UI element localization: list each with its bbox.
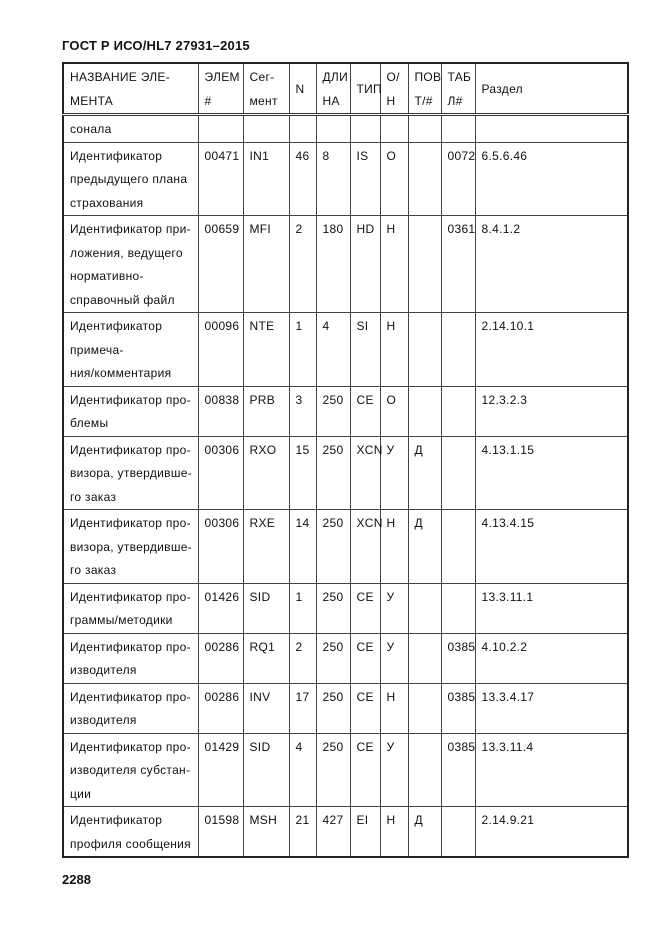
cell-optionality: У bbox=[380, 733, 408, 807]
cell-repeat bbox=[408, 633, 441, 683]
table-row bbox=[63, 142, 628, 216]
cell-repeat bbox=[408, 583, 441, 633]
cell-repeat bbox=[408, 733, 441, 807]
cell-segment: PRB bbox=[243, 386, 289, 436]
page-number: 2288 bbox=[62, 872, 91, 887]
cell-section bbox=[475, 115, 628, 143]
cell-element-number: 01426 bbox=[198, 583, 243, 633]
cell-element-number: 00286 bbox=[198, 633, 243, 683]
cell-table-number: 0385 bbox=[441, 633, 475, 683]
cell-length: 250 bbox=[316, 683, 350, 733]
cell-length: 250 bbox=[316, 386, 350, 436]
cell-optionality: Н bbox=[380, 216, 408, 313]
cell-section: 6.5.6.46 bbox=[475, 142, 628, 216]
column-header-table-number: ТАБ Л# bbox=[441, 63, 475, 115]
cell-type: CE bbox=[350, 683, 380, 733]
cell-element-name: Идентификатор про- блемы bbox=[63, 386, 198, 436]
table-row bbox=[63, 216, 628, 313]
cell-segment: RXE bbox=[243, 510, 289, 584]
cell-element-number: 00659 bbox=[198, 216, 243, 313]
cell-element-name: Идентификатор про- граммы/методики bbox=[63, 583, 198, 633]
cell-element-name: Идентификатор примеча- ния/комментария bbox=[63, 313, 198, 387]
cell-n: 1 bbox=[289, 583, 316, 633]
cell-table-number bbox=[441, 807, 475, 858]
cell-type: EI bbox=[350, 807, 380, 858]
cell-length: 180 bbox=[316, 216, 350, 313]
cell-type: SI bbox=[350, 313, 380, 387]
column-header-optionality: О/Н bbox=[380, 63, 408, 115]
cell-table-number bbox=[441, 510, 475, 584]
cell-n: 21 bbox=[289, 807, 316, 858]
cell-n: 46 bbox=[289, 142, 316, 216]
cell-length: 250 bbox=[316, 733, 350, 807]
cell-optionality: У bbox=[380, 633, 408, 683]
cell-element-name: Идентификатор профиля сообщения bbox=[63, 807, 198, 858]
column-header-n: N bbox=[289, 63, 316, 115]
cell-optionality bbox=[380, 115, 408, 143]
cell-table-number: 0361 bbox=[441, 216, 475, 313]
cell-n: 15 bbox=[289, 436, 316, 510]
cell-repeat bbox=[408, 386, 441, 436]
cell-table-number bbox=[441, 386, 475, 436]
cell-section: 12.3.2.3 bbox=[475, 386, 628, 436]
cell-type: HD bbox=[350, 216, 380, 313]
cell-table-number bbox=[441, 313, 475, 387]
column-header-length: ДЛИ НА bbox=[316, 63, 350, 115]
column-header-element-name: НАЗВАНИЕ ЭЛЕ- МЕНТА bbox=[63, 63, 198, 115]
cell-segment: IN1 bbox=[243, 142, 289, 216]
cell-n bbox=[289, 115, 316, 143]
table-row bbox=[63, 386, 628, 436]
cell-n: 17 bbox=[289, 683, 316, 733]
cell-length: 4 bbox=[316, 313, 350, 387]
cell-element-number: 01429 bbox=[198, 733, 243, 807]
column-header-repeat: ПОВ Т/# bbox=[408, 63, 441, 115]
cell-table-number: 0072 bbox=[441, 142, 475, 216]
table-header-row bbox=[63, 63, 628, 115]
cell-optionality: Н bbox=[380, 313, 408, 387]
cell-section: 4.10.2.2 bbox=[475, 633, 628, 683]
cell-type: XCN bbox=[350, 510, 380, 584]
cell-n: 2 bbox=[289, 633, 316, 683]
cell-type: IS bbox=[350, 142, 380, 216]
cell-element-name: Идентификатор про- визора, утвердивше- го заказ bbox=[63, 436, 198, 510]
cell-repeat bbox=[408, 115, 441, 143]
cell-type: XCN bbox=[350, 436, 380, 510]
cell-element-name: Идентификатор предыдущего плана страхования bbox=[63, 142, 198, 216]
cell-optionality: У bbox=[380, 583, 408, 633]
cell-table-number bbox=[441, 583, 475, 633]
cell-section: 4.13.1.15 bbox=[475, 436, 628, 510]
cell-element-name: Идентификатор про- изводителя bbox=[63, 683, 198, 733]
cell-optionality: У bbox=[380, 436, 408, 510]
cell-length: 250 bbox=[316, 633, 350, 683]
cell-optionality: О bbox=[380, 142, 408, 216]
table-row bbox=[63, 807, 628, 858]
cell-repeat: Д bbox=[408, 510, 441, 584]
cell-type bbox=[350, 115, 380, 143]
table-row bbox=[63, 313, 628, 387]
cell-length: 427 bbox=[316, 807, 350, 858]
column-header-segment: Сег- мент bbox=[243, 63, 289, 115]
cell-section: 8.4.1.2 bbox=[475, 216, 628, 313]
cell-table-number: 0385 bbox=[441, 733, 475, 807]
cell-section: 13.3.11.4 bbox=[475, 733, 628, 807]
cell-element-name: Идентификатор про- изводителя bbox=[63, 633, 198, 683]
cell-element-number: 00471 bbox=[198, 142, 243, 216]
cell-section: 13.3.4.17 bbox=[475, 683, 628, 733]
cell-section: 2.14.10.1 bbox=[475, 313, 628, 387]
cell-n: 14 bbox=[289, 510, 316, 584]
cell-optionality: Н bbox=[380, 510, 408, 584]
cell-table-number bbox=[441, 436, 475, 510]
cell-section: 4.13.4.15 bbox=[475, 510, 628, 584]
cell-repeat bbox=[408, 216, 441, 313]
cell-element-number bbox=[198, 115, 243, 143]
table-row bbox=[63, 436, 628, 510]
document-header: ГОСТ Р ИСО/HL7 27931–2015 bbox=[62, 38, 250, 53]
cell-repeat bbox=[408, 142, 441, 216]
cell-type: CE bbox=[350, 386, 380, 436]
cell-optionality: Н bbox=[380, 683, 408, 733]
cell-table-number bbox=[441, 115, 475, 143]
table-row bbox=[63, 633, 628, 683]
cell-segment: SID bbox=[243, 733, 289, 807]
cell-length: 250 bbox=[316, 436, 350, 510]
cell-repeat bbox=[408, 683, 441, 733]
cell-optionality: Н bbox=[380, 807, 408, 858]
cell-segment: RXO bbox=[243, 436, 289, 510]
cell-section: 2.14.9.21 bbox=[475, 807, 628, 858]
cell-element-number: 01598 bbox=[198, 807, 243, 858]
cell-element-name: Идентификатор про- изводителя субстан- ции bbox=[63, 733, 198, 807]
cell-type: CE bbox=[350, 733, 380, 807]
cell-section: 13.3.11.1 bbox=[475, 583, 628, 633]
cell-length bbox=[316, 115, 350, 143]
cell-element-name: Идентификатор при- ложения, ведущего нормативно- справочный файл bbox=[63, 216, 198, 313]
cell-segment: NTE bbox=[243, 313, 289, 387]
cell-element-number: 00306 bbox=[198, 436, 243, 510]
cell-length: 250 bbox=[316, 583, 350, 633]
cell-element-number: 00306 bbox=[198, 510, 243, 584]
table-row bbox=[63, 683, 628, 733]
column-header-type: ТИП bbox=[350, 63, 380, 115]
column-header-section: Раздел bbox=[475, 63, 628, 115]
cell-type: CE bbox=[350, 633, 380, 683]
cell-element-name: Идентификатор про- визора, утвердивше- го заказ bbox=[63, 510, 198, 584]
cell-n: 1 bbox=[289, 313, 316, 387]
table-row bbox=[63, 583, 628, 633]
table-row bbox=[63, 510, 628, 584]
cell-segment: SID bbox=[243, 583, 289, 633]
cell-segment: RQ1 bbox=[243, 633, 289, 683]
cell-element-number: 00096 bbox=[198, 313, 243, 387]
cell-n: 4 bbox=[289, 733, 316, 807]
cell-n: 2 bbox=[289, 216, 316, 313]
cell-segment: INV bbox=[243, 683, 289, 733]
table-row bbox=[63, 733, 628, 807]
cell-type: CE bbox=[350, 583, 380, 633]
cell-optionality: О bbox=[380, 386, 408, 436]
cell-n: 3 bbox=[289, 386, 316, 436]
cell-segment: MFI bbox=[243, 216, 289, 313]
column-header-element-number: ЭЛЕМ # bbox=[198, 63, 243, 115]
cell-segment bbox=[243, 115, 289, 143]
cell-length: 8 bbox=[316, 142, 350, 216]
cell-repeat: Д bbox=[408, 436, 441, 510]
table-row bbox=[63, 115, 628, 143]
element-table bbox=[62, 62, 629, 858]
cell-segment: MSH bbox=[243, 807, 289, 858]
cell-element-name: сонала bbox=[63, 115, 198, 143]
cell-length: 250 bbox=[316, 510, 350, 584]
cell-repeat bbox=[408, 313, 441, 387]
cell-repeat: Д bbox=[408, 807, 441, 858]
cell-element-number: 00286 bbox=[198, 683, 243, 733]
cell-element-number: 00838 bbox=[198, 386, 243, 436]
cell-table-number: 0385 bbox=[441, 683, 475, 733]
